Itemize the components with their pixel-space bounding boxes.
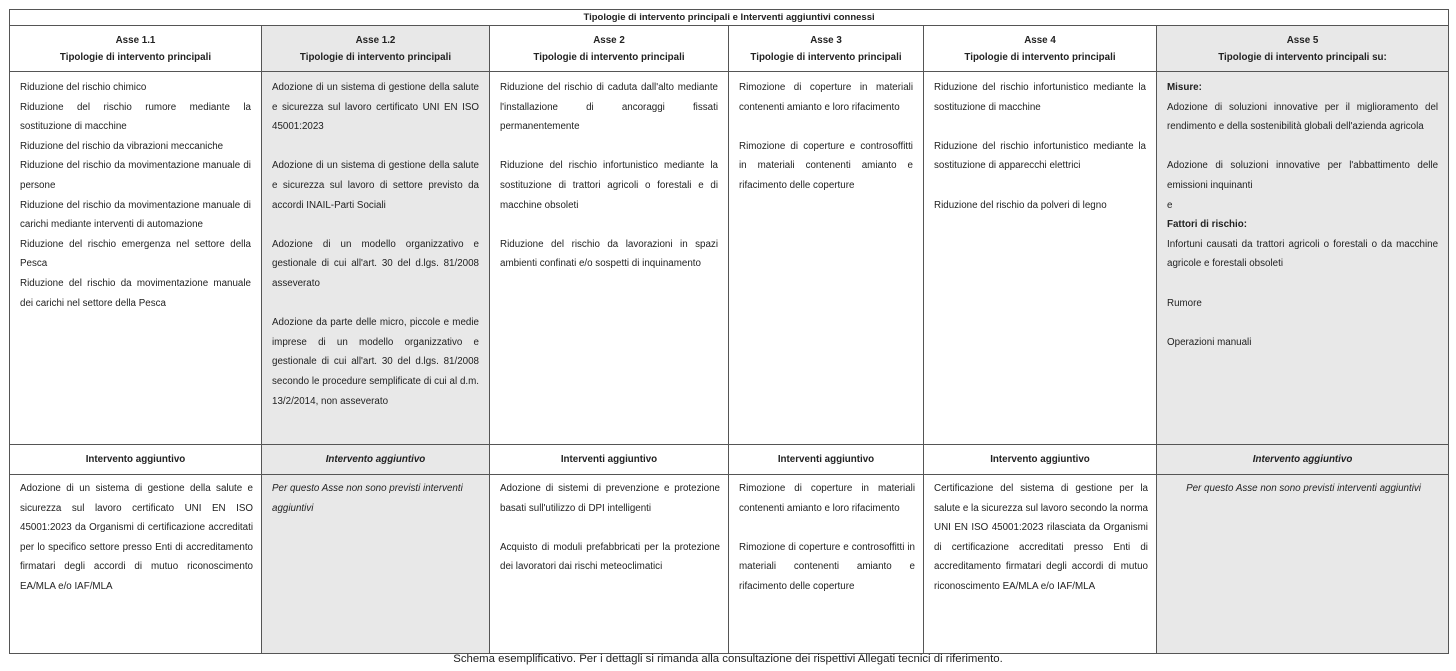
column-name: Asse 1.1: [115, 34, 156, 46]
additional-interventions-asse-4: Certificazione del sistema di gestione per la salute e la sicurezza sul lavoro secondo la norma UNI EN ISO 45001:2023 rilasciata da Organismi di certificazione accreditati presso Enti di accreditamento firmatari degli accordi di mutuo riconoscimento EA/MLA e/o IAF/MLA: [924, 475, 1157, 654]
column-header-asse-2: [490, 26, 729, 72]
footer-note: Schema esemplificativo. Per i dettagli si rimanda alla consultazione dei rispettivi Allegati tecnici di riferimento.: [453, 653, 1003, 665]
column-subtitle: Tipologie di intervento principali: [59, 51, 212, 63]
additional-header-asse-4: Intervento aggiuntivo: [924, 445, 1157, 475]
misure-text: Adozione di soluzioni innovative per il miglioramento del rendimento e della sostenibilità globali dell'azienda agricola Adozione di soluzioni innovative per l'abbattimento delle emissioni inquinanti e: [1167, 101, 1439, 211]
main-interventions-asse-3: Rimozione di coperture in materiali contenenti amianto e loro rifacimento Rimozione di coperture e controsoffitti in materiali contenenti amianto e rifacimento delle coperture: [729, 72, 924, 445]
column-name: Asse 2: [593, 34, 625, 46]
additional-interventions-asse-5: Per questo Asse non sono previsti interventi aggiuntivi: [1157, 475, 1449, 654]
additional-header-asse-1-2: Intervento aggiuntivo: [262, 445, 490, 475]
column-subtitle: Tipologie di intervento principali: [299, 51, 452, 63]
additional-header-asse-3: Interventi aggiuntivo: [729, 445, 924, 475]
column-subtitle: Tipologie di intervento principali: [964, 51, 1116, 63]
additional-interventions-asse-1-2: Per questo Asse non sono previsti interventi aggiuntivi: [262, 475, 490, 654]
column-subtitle: Tipologie di intervento principali: [750, 51, 902, 63]
main-interventions-asse-4: Riduzione del rischio infortunistico mediante la sostituzione di macchine Riduzione del rischio infortunistico mediante la sostituzione di apparecchi elettrici Riduzione del rischio da polveri di legno: [924, 72, 1157, 445]
column-subtitle: Tipologie di intervento principali: [533, 51, 685, 63]
additional-interventions-asse-2: Adozione di sistemi di prevenzione e protezione basati sull'utilizzo di DPI intelligenti Acquisto di moduli prefabbricati per la protezione dei lavoratori dai rischi meteoclimatici: [490, 475, 729, 654]
additional-interventions-asse-3: Rimozione di coperture in materiali contenenti amianto e loro rifacimento Rimozione di coperture e controsoffitti in materiali contenenti amianto e rifacimento delle coperture: [729, 475, 924, 654]
fattori-label: Fattori di rischio:: [1167, 219, 1248, 231]
column-header-asse-5: [1157, 26, 1449, 72]
main-interventions-asse-5: [1157, 72, 1449, 445]
additional-header-asse-2: Interventi aggiuntivo: [490, 445, 729, 475]
column-name: Asse 5: [1286, 34, 1319, 46]
table-title: Tipologie di intervento principali e Interventi aggiuntivi connessi: [10, 10, 1449, 26]
column-header-asse-4: [924, 26, 1157, 72]
misure-label: Misure:: [1167, 82, 1202, 93]
column-name: Asse 3: [810, 34, 842, 46]
main-interventions-asse-1-1: Riduzione del rischio chimico Riduzione del rischio rumore mediante la sostituzione di macchine Riduzione del rischio da vibrazioni meccaniche Riduzione del rischio da movimentazione manuale di persone Riduzione del rischio da movimentazione manuale di carichi mediante interventi di automazione Riduzione del rischio emergenza nel settore della Pesca Riduzione del rischio da movimentazione manuale dei carichi nel settore della Pesca: [10, 72, 262, 445]
main-interventions-asse-1-2: Adozione di un sistema di gestione della salute e sicurezza sul lavoro certificato UNI EN ISO 45001:2023 Adozione di un sistema di gestione della salute e sicurezza sul lavoro di settore previsto da accordi INAIL-Parti Sociali Adozione di un modello organizzativo e gestionale di cui all'art. 30 del d.lgs. 81/2008 asseverato Adozione da parte delle micro, piccole e medie imprese di un modello organizzativo e gestionale di cui all'art. 30 del d.lgs. 81/2008 secondo le procedure semplificate di cui al d.m. 13/2/2014, non asseverato: [262, 72, 490, 445]
column-name: Asse 1.2: [355, 34, 396, 46]
column-subtitle: Tipologie di intervento principali su:: [1218, 51, 1387, 63]
column-header-asse-1-1: [10, 26, 262, 72]
additional-header-asse-1-1: Intervento aggiuntivo: [10, 445, 262, 475]
column-header-asse-1-2: [262, 26, 490, 72]
additional-header-asse-5: Intervento aggiuntivo: [1157, 445, 1449, 475]
fattori-text: Infortuni causati da trattori agricoli o forestali o da macchine agricole e forestali obsoleti Rumore Operazioni manuali: [1167, 238, 1439, 348]
main-interventions-asse-2: Riduzione del rischio di caduta dall'alto mediante l'installazione di ancoraggi fissati permanentemente Riduzione del rischio infortunistico mediante la sostituzione di trattori agricoli o forestali e di macchine obsoleti Riduzione del rischio da lavorazioni in spazi ambienti confinati e/o sospetti di inquinamento: [490, 72, 729, 445]
column-name: Asse 4: [1024, 34, 1056, 46]
additional-interventions-asse-1-1: Adozione di un sistema di gestione della salute e sicurezza sul lavoro certificato UNI EN ISO 45001:2023 da Organismi di certificazione accreditati per lo specifico settore presso Enti di accreditamento firmatari degli accordi di mutuo riconoscimento EA/MLA e/o IAF/MLA: [10, 475, 262, 654]
interventions-table: [9, 9, 1449, 654]
column-header-asse-3: [729, 26, 924, 72]
